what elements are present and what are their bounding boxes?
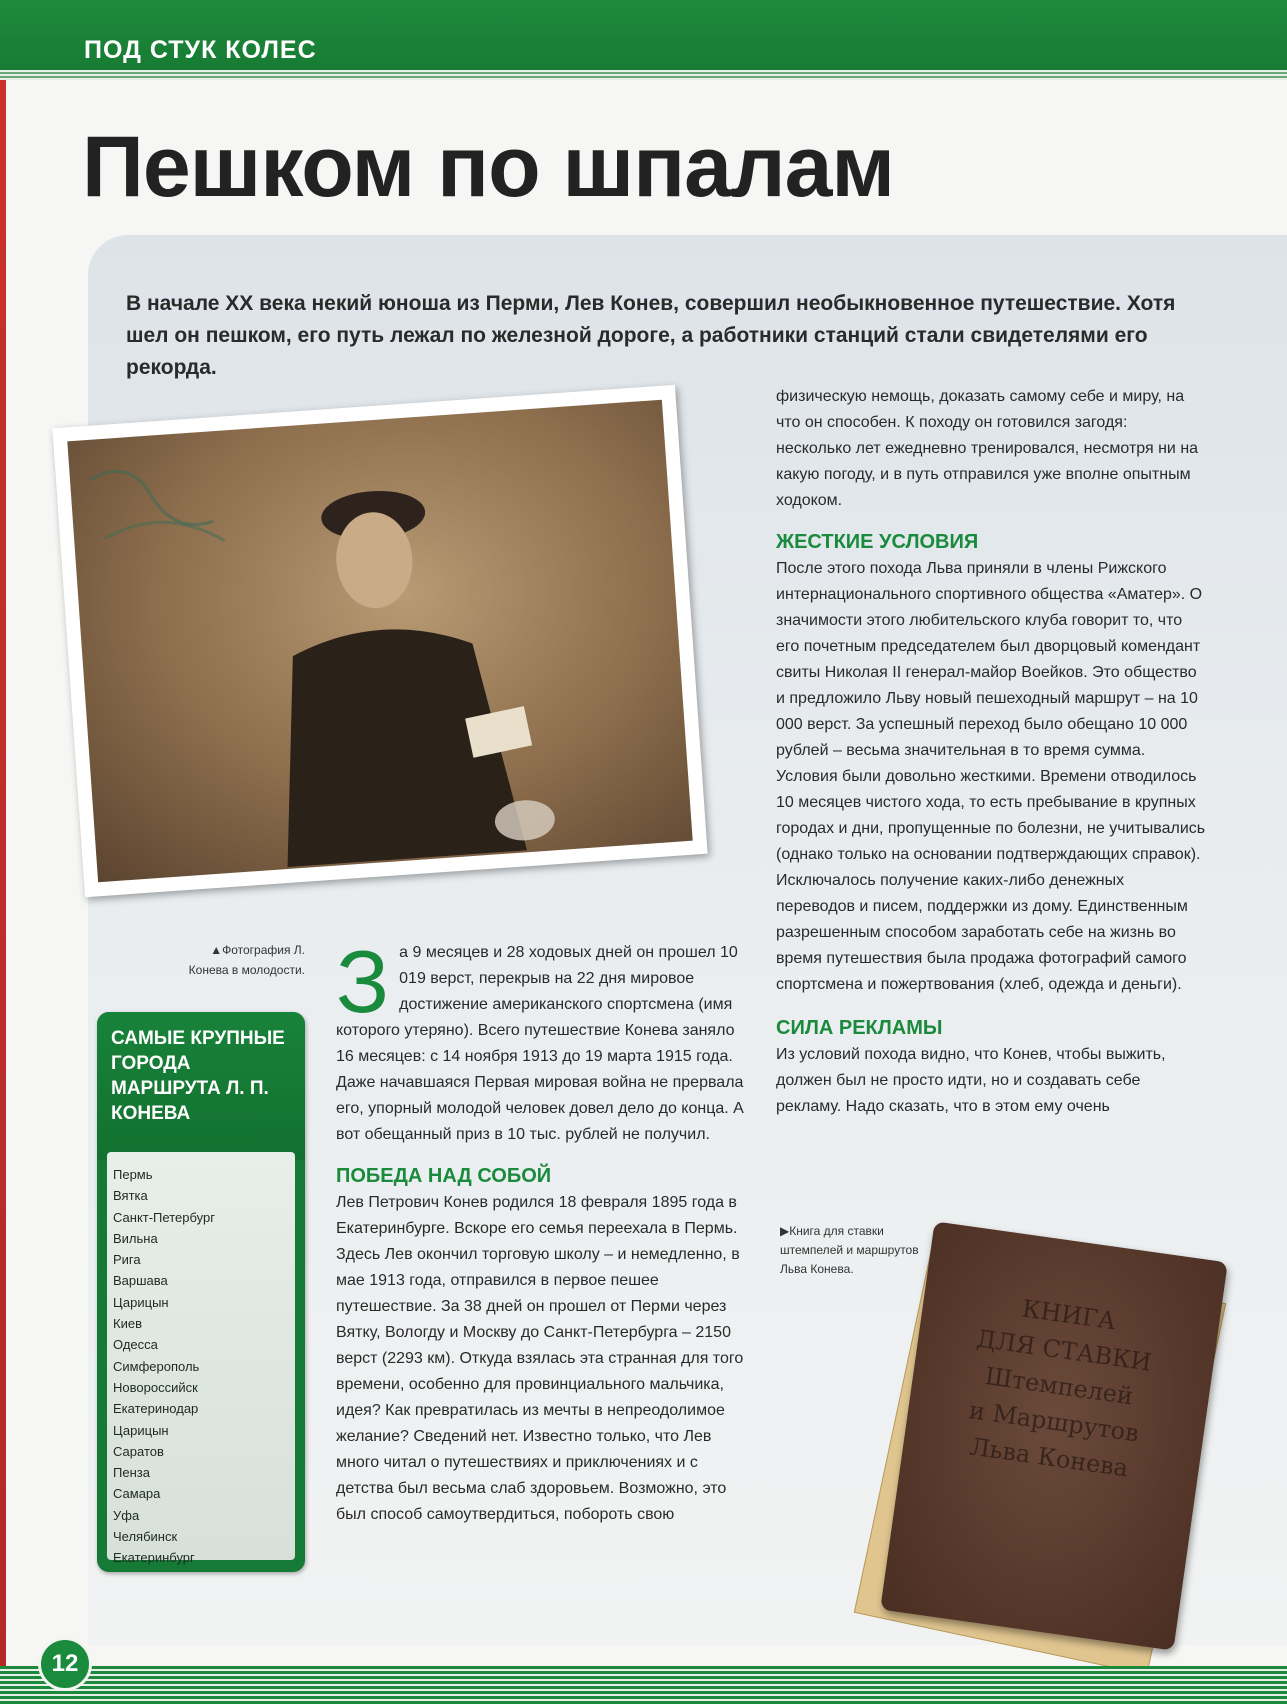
paragraph: Из условий похода видно, что Конев, чтобы выжить, должен был не просто идти, но и создавать себе рекламу. Надо сказать, что в этом ему очень <box>776 1046 1166 1115</box>
list-item: Вятка <box>113 1188 148 1204</box>
footer-band <box>0 1666 1287 1704</box>
page-edge-stripe <box>0 80 6 1670</box>
list-item: Симферополь <box>113 1358 200 1374</box>
article-column-1 <box>336 932 754 1528</box>
list-item: Киев <box>113 1316 142 1332</box>
dropcap: З <box>336 932 390 1031</box>
list-item: Екатеринбург <box>113 1550 195 1566</box>
list-item: Вильна <box>113 1230 158 1246</box>
list-item: Царицын <box>113 1294 169 1310</box>
page-title: Пешком по шпалам <box>82 119 895 215</box>
subhead-conditions: ЖЕСТКИЕ УСЛОВИЯ <box>776 531 979 553</box>
portrait-illustration <box>67 400 692 882</box>
list-item: Саратов <box>113 1443 164 1459</box>
book-caption: ▶Книга для ставки штемпелей и маршрутов Льва Конева. <box>780 1224 919 1276</box>
list-item: Самара <box>113 1486 161 1502</box>
list-item: Одесса <box>113 1337 158 1353</box>
list-item: Царицын <box>113 1422 169 1438</box>
list-item: Пенза <box>113 1465 150 1481</box>
list-item: Новороссийск <box>113 1379 198 1395</box>
cities-list <box>107 1152 295 1566</box>
list-item: Уфа <box>113 1507 140 1523</box>
book-cover-text: КНИГА ДЛЯ СТАВКИ Штемпелей и Маршрутов Льва Конева <box>967 1294 1154 1483</box>
sidebar-title: САМЫЕ КРУПНЫЕ ГОРОДА МАРШРУТА Л. П. КОНЕВА <box>97 1012 305 1160</box>
list-item: Рига <box>113 1252 141 1268</box>
article-column-2 <box>776 384 1206 1120</box>
cities-sidebar <box>97 1012 305 1572</box>
paragraph: Лев Петрович Конев родился 18 февраля 1895 года в Екатеринбурге. Вскоре его семья переехала в Пермь. Здесь Лев окончил торговую школу – и немедленно, в мае 1913 года, отправился в первое пешее путешествие. За 38 дней он прошел от Перми через Вятку, Вологду и Москву до Санкт-Петербурга – 2150 верст (2293 км). Откуда взялась эта странная для того времени, особенно для провинциального мальчика, идея? Как превратилась из мечты в непреодолимое желание? Сведений нет. Известно только, что Лев много читал о путешествиях и приключениях и с детства был весьма слаб здоровьем. Возможно, это был способ самоутвердиться, побороть свою <box>336 1194 744 1523</box>
page-number: 12 <box>38 1637 92 1691</box>
list-item: Челябинск <box>113 1529 178 1545</box>
list-item: Варшава <box>113 1273 168 1289</box>
list-item: Екатеринодар <box>113 1401 199 1417</box>
book-photo <box>870 1228 1230 1658</box>
paragraph: За 9 месяцев и 28 ходовых дней он прошел 10 019 верст, перекрыв на 22 дня мировое достижение американского спортсмена (имя которого утеряно). Всего путешествие Конева заняло 16 месяцев: с 14 ноября 1913 до 19 марта 1915 года. Даже начавшаяся Первая мировая война не прервала его, упорный молодой человек довел дело до конца. А вот обещанный приз в 10 тыс. рублей не получил. <box>336 932 744 1143</box>
portrait-photo <box>52 385 707 897</box>
list-item: Пермь <box>113 1167 153 1182</box>
paragraph: После этого похода Льва приняли в члены Рижского интернационального спортивного общества «Аматер». О значимости этого любительского клуба говорит то, что его почетным председателем был дворцовый комендант свиты Николая II генерал-майор Воейков. Это общество и предложило Льву новый пешеходный маршрут – на 10 000 верст. За успешный переход было обещано 10 000 рублей – весьма значительная в то время сумма. Условия были довольно жесткими. Времени отводилось 10 месяцев чистого хода, то есть пребывание в крупных городах и дни, пропущенные по болезни, не учитывались (однако только на основании подтверждающих справок). Исключалось получение каких-либо денежных переводов и писем, поддержки из дому. Единственным разрешенным способом заработать себе на жизнь во время путешествия была продажа фотографий самого спортсмена и пожертвования (хлеб, одежда и деньги). <box>776 560 1206 993</box>
subhead-victory: ПОБЕДА НАД СОБОЙ <box>336 1165 552 1187</box>
book-cover <box>880 1221 1228 1650</box>
photo-caption: ▲Фотография Л. Конева в молодости. <box>188 943 305 977</box>
paragraph: физическую немощь, доказать самому себе и миру, на что он способен. К походу он готовился загодя: несколько лет ежедневно тренировался, несмотря ни на какую погоду, и в путь отправился уже вполне опытным ходоком. <box>776 388 1199 509</box>
subhead-advertising: СИЛА РЕКЛАМЫ <box>776 1017 943 1039</box>
lead-paragraph: В начале XX века некий юноша из Перми, Лев Конев, совершил необыкновенное путешествие. Хотя шел он пешком, его путь лежал по железной дороге, а работники станций стали свидетелями его рекорда. <box>126 292 1176 379</box>
list-item: Санкт-Петербург <box>113 1209 215 1225</box>
section-rubric: ПОД СТУК КОЛЕС <box>84 36 317 64</box>
